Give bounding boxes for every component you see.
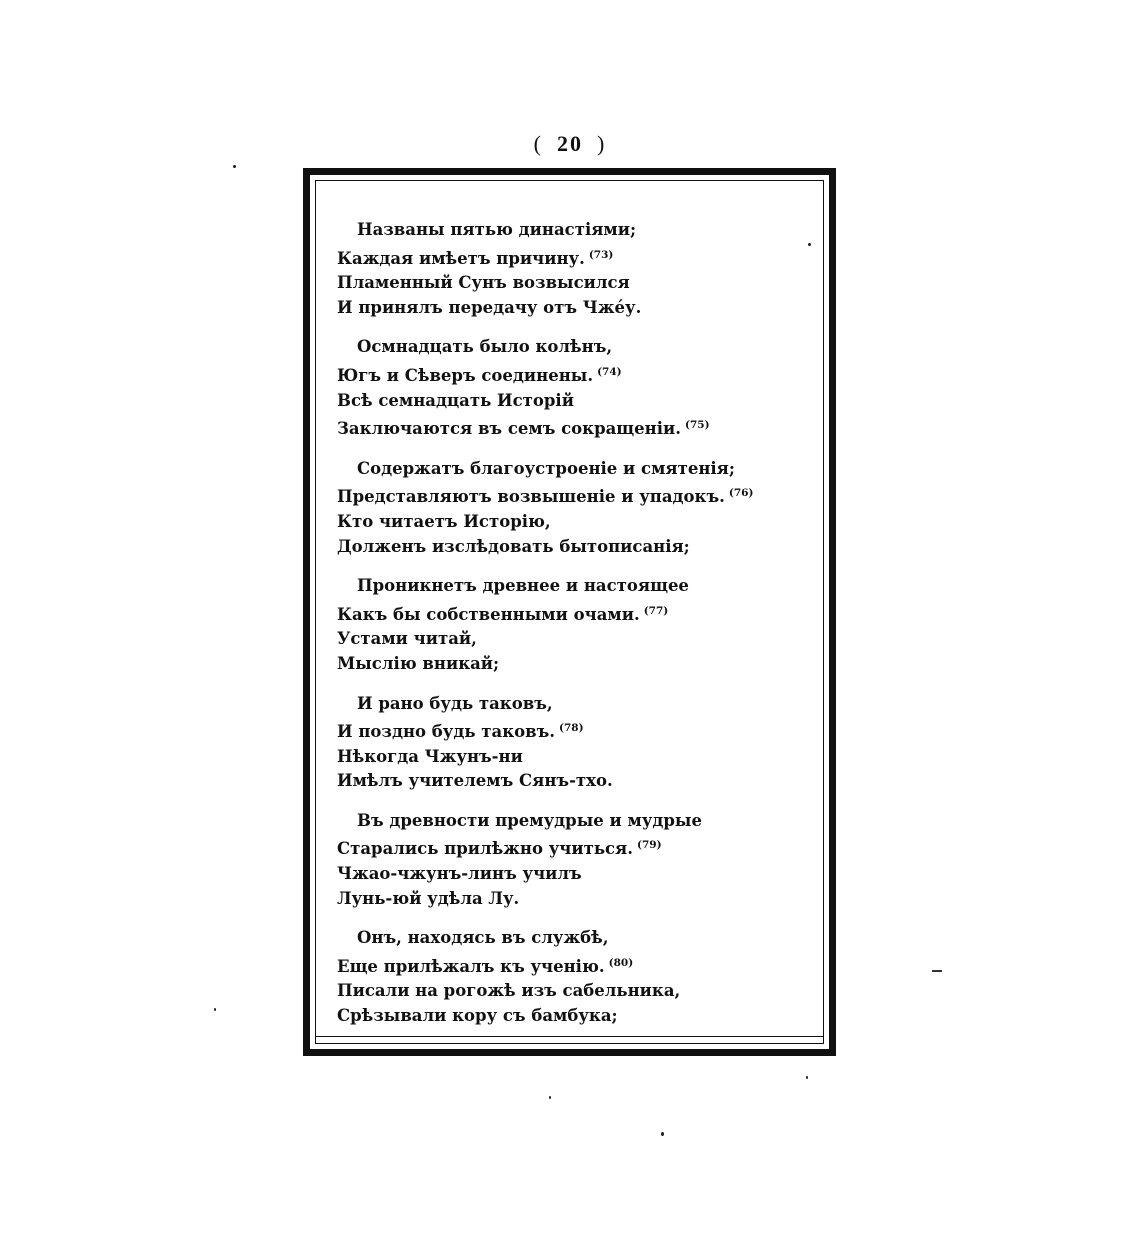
poem-line	[337, 271, 807, 296]
poem-line-text: Въ древности премудрые и мудрые	[357, 810, 702, 830]
poem-line-text: И поздно будь таковъ.	[337, 722, 555, 742]
poem-line	[337, 627, 807, 652]
poem-line	[337, 769, 807, 794]
poem-line-text: И принялъ передачу отъ Чжéу.	[337, 297, 642, 317]
poem-line-text: Старались прилѣжно учиться.	[337, 839, 633, 859]
footnote-marker: (75)	[684, 419, 710, 432]
stanza	[337, 926, 807, 1028]
stanza	[337, 809, 807, 911]
poem-line	[337, 413, 807, 442]
footnote-marker: (74)	[597, 365, 622, 378]
poem-line-text: Долженъ изслѣдовать бытописанія;	[337, 536, 690, 556]
scan-speck	[549, 1096, 551, 1099]
poem-line	[337, 1004, 807, 1029]
stanza	[337, 574, 807, 676]
poem-line-text: И рано будь таковъ,	[357, 693, 553, 713]
poem-line	[337, 809, 807, 834]
poem-line-text: Заключаются въ семъ сокращеніи.	[337, 419, 681, 439]
scan-speck	[661, 1132, 664, 1136]
poem-line	[337, 862, 807, 887]
poem-line	[337, 716, 807, 745]
footnote-marker: (79)	[637, 839, 662, 852]
poem-line-text: Устами читай,	[337, 629, 477, 649]
poem-line	[337, 652, 807, 677]
poem-line-text: Имѣлъ учителемъ Сянъ-тхо.	[337, 771, 613, 791]
poem-line	[337, 574, 807, 599]
scan-speck	[214, 1008, 216, 1011]
poem-line-text: Лунь-юй удѣла Лу.	[337, 888, 520, 908]
footnote-marker: (80)	[608, 956, 634, 969]
footnote-marker: (77)	[643, 604, 669, 617]
poem-line	[337, 296, 807, 321]
page-number-value: 20	[557, 131, 583, 156]
page-number-right-paren: )	[597, 131, 607, 156]
footnote-marker: (78)	[558, 722, 584, 735]
poem-line	[337, 926, 807, 951]
poem-line-text: Мыслію вникай;	[337, 653, 500, 673]
poem-line	[337, 745, 807, 770]
poem-line	[337, 335, 807, 360]
poem-line	[337, 887, 807, 912]
page-number	[500, 131, 640, 157]
stanza	[337, 457, 807, 559]
stanza	[337, 692, 807, 794]
poem-line-text: Представляютъ возвышеніе и упадокъ.	[337, 487, 725, 507]
poem-line-text: Срѣзывали кору съ бамбука;	[337, 1006, 618, 1026]
poem-line	[337, 599, 807, 628]
poem-line-text: Онъ, находясь въ службѣ,	[357, 928, 609, 948]
poem-line	[337, 389, 807, 414]
poem-line	[337, 692, 807, 717]
poem-line-text: Названы пятью династіями;	[357, 220, 637, 239]
scan-speck	[806, 1076, 808, 1079]
poem-line	[337, 979, 807, 1004]
poem-line	[337, 243, 807, 272]
page-number-left-paren: (	[533, 131, 543, 156]
poem-line	[337, 360, 807, 389]
poem-line-text: Нѣкогда Чжунъ-ни	[337, 746, 523, 766]
poem-text-block	[337, 218, 807, 1044]
poem-line	[337, 481, 807, 510]
stanza	[337, 218, 807, 320]
poem-line-text: Еще прилѣжалъ къ ученію.	[337, 956, 605, 976]
scan-mark	[932, 970, 942, 972]
poem-line-text: Писали на рогожѣ изъ сабельника,	[337, 981, 681, 1001]
poem-line	[337, 833, 807, 862]
poem-line	[337, 218, 807, 243]
poem-line-text: Югъ и Сѣверъ соединены.	[337, 365, 594, 385]
poem-line-text: Каждая имѣетъ причину.	[337, 248, 585, 268]
poem-line	[337, 951, 807, 980]
poem-line-text: Содержатъ благоустроеніе и смятенія;	[357, 458, 735, 478]
stanza	[337, 335, 807, 441]
poem-line-text: Пламенный Сунъ возвысился	[337, 273, 630, 293]
poem-line-text: Чжао-чжунъ-линъ училъ	[337, 864, 582, 884]
poem-line-text: Проникнетъ древнее и настоящее	[357, 576, 689, 596]
scan-speck	[808, 243, 811, 246]
poem-line-text: Кто читаетъ Исторію,	[337, 511, 551, 531]
poem-line-text: Осмнадцать было колѣнъ,	[357, 337, 613, 357]
poem-line	[337, 535, 807, 560]
footnote-marker: (76)	[728, 487, 754, 500]
scan-speck	[233, 165, 236, 168]
poem-line	[337, 510, 807, 535]
poem-line-text: Какъ бы собственными очами.	[337, 604, 640, 624]
poem-line	[337, 457, 807, 482]
poem-line-text: Всѣ семнадцать Исторій	[337, 390, 574, 410]
footnote-marker: (73)	[588, 248, 614, 261]
